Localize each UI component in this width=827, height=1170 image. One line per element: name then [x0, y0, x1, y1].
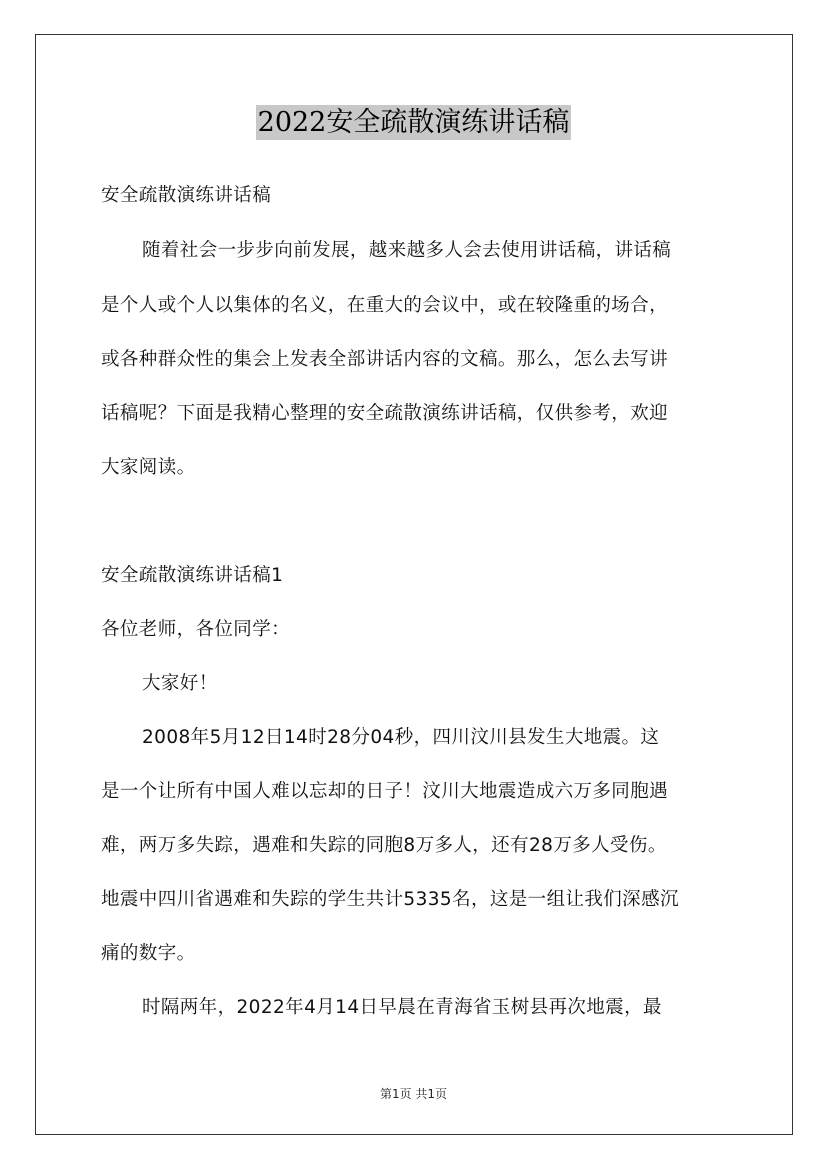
paragraph-line: 随着社会一步步向前发展，越来越多人会去使用讲话稿，讲话稿 — [142, 240, 672, 261]
paragraph-line: 是个人或个人以集体的名义，在重大的会议中，或在较隆重的场合， — [101, 295, 669, 316]
paragraph-line: 是一个让所有中国人难以忘却的日子！汶川大地震造成六万多同胞遇 — [101, 781, 669, 802]
page-footer: 第1页 共1页 — [379, 1087, 448, 1101]
paragraph-line: 时隔两年，2022年4月14日早晨在青海省玉树县再次地震，最 — [142, 997, 662, 1018]
greeting-line: 大家好！ — [142, 673, 218, 694]
document-title: 2022安全疏散演练讲话稿 — [257, 107, 570, 138]
paragraph-line: 痛的数字。 — [101, 943, 196, 964]
subtitle-line: 安全疏散演练讲话稿 — [101, 185, 272, 206]
paragraph-line: 话稿呢？下面是我精心整理的安全疏散演练讲话稿，仅供参考，欢迎 — [101, 403, 669, 424]
salutation-line: 各位老师，各位同学： — [101, 619, 291, 640]
paragraph-line: 或各种群众性的集会上发表全部讲话内容的文稿。那么，怎么去写讲 — [101, 349, 669, 370]
section-heading: 安全疏散演练讲话稿1 — [101, 565, 284, 586]
paragraph-line: 大家阅读。 — [101, 457, 196, 478]
paragraph-line: 2008年5月12日14时28分04秒，四川汶川县发生大地震。这 — [142, 727, 660, 748]
paragraph-line: 难，两万多失踪，遇难和失踪的同胞8万多人，还有28万多人受伤。 — [101, 835, 667, 856]
paragraph-line: 地震中四川省遇难和失踪的学生共计5335名，这是一组让我们深感沉 — [101, 889, 679, 910]
